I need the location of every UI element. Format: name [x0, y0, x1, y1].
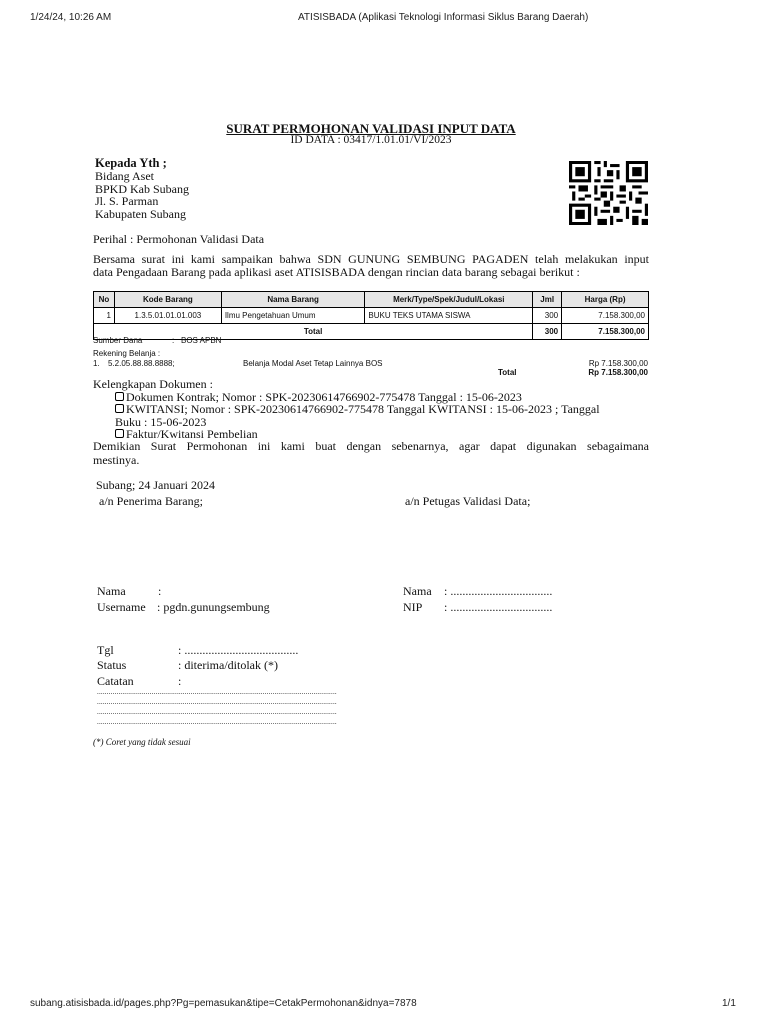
column-header: Merk/Type/Spek/Judul/Lokasi — [365, 292, 533, 308]
table-header-row — [94, 292, 649, 308]
rekening-total-amount: Rp 7.158.300,00 — [588, 368, 648, 377]
catatan-separator: : — [178, 674, 182, 688]
checkbox-icon — [115, 404, 124, 413]
footnote: (*) Coret yang tidak sesuai — [93, 737, 191, 747]
sumber-dana-value: BOS APBN — [181, 336, 222, 345]
note-line: ........................................................................................................................... — [97, 708, 337, 716]
validator-name-value: : .................................. — [444, 584, 553, 598]
total-harga: 7.158.300,00 — [562, 324, 649, 340]
checkbox-icon — [115, 429, 124, 438]
notes-area — [97, 687, 337, 727]
total-jml: 300 — [533, 324, 562, 340]
rekening-amount: Rp 7.158.300,00 — [588, 359, 648, 368]
note-line: ........................................................................................................................... — [97, 718, 337, 726]
note-line: ........................................................................................................................... — [97, 698, 337, 706]
document-item-continuation: Buku : 15-06-2023 — [115, 414, 207, 429]
kelengkapan-label: Kelengkapan Dokumen : — [93, 377, 213, 391]
cell-merk: BUKU TEKS UTAMA SISWA — [365, 308, 533, 324]
validator-nip-value: : .................................. — [444, 600, 553, 614]
intro-line-2: data Pengadaan Barang pada aplikasi aset ATISISBADA dengan rincian data barang sebagai berikut : — [93, 265, 580, 279]
document-item — [93, 403, 600, 416]
intro-line-1: Bersama surat ini kami sampaikan bahwa SDN GUNUNG SEMBUNG PAGADEN telah melakukan input — [93, 252, 649, 266]
total-label: Total — [94, 324, 533, 340]
cell-harga: 7.158.300,00 — [562, 308, 649, 324]
cell-kode: 1.3.5.01.01.01.003 — [114, 308, 221, 324]
recipient-heading: Kepada Yth ; — [95, 156, 167, 170]
print-url: subang.atisisbada.id/pages.php?Pg=pemasukan&tipe=CetakPermohonan&idnya=7878 — [30, 998, 417, 1009]
rekening-total-label: Total — [498, 368, 517, 377]
print-datetime: 1/24/24, 10:26 AM — [30, 12, 112, 23]
catatan-label: Catatan — [97, 674, 134, 688]
document-title: SURAT PERMOHONAN VALIDASI INPUT DATA — [226, 121, 516, 136]
rekening-number: 1. — [93, 359, 100, 368]
validator-nip-label: NIP — [403, 600, 423, 614]
rekening-name: Belanja Modal Aset Tetap Lainnya BOS — [243, 359, 383, 368]
recipient-line: Jl. S. Parman — [95, 194, 159, 208]
cell-jml: 300 — [533, 308, 562, 324]
qr-code-icon — [569, 161, 648, 225]
tgl-label: Tgl — [97, 643, 114, 657]
receiver-username-value: : pgdn.gunungsembung — [157, 600, 270, 614]
date-place: Subang; 24 Januari 2024 — [96, 478, 215, 492]
recipient-line: BPKD Kab Subang — [95, 181, 190, 196]
column-header: Kode Barang — [114, 292, 221, 308]
checkbox-icon — [115, 392, 124, 401]
sumber-dana-separator: : — [172, 336, 175, 345]
table-total-row — [94, 324, 649, 340]
document-item-text: Dokumen Kontrak; Nomor : SPK-20230614766902-775478 Tanggal : 15-06-2023 — [126, 389, 522, 404]
kelengkapan-block — [93, 378, 600, 441]
items-table — [93, 291, 649, 340]
validator-heading: a/n Petugas Validasi Data; — [405, 494, 531, 508]
closing-line-1: Demikian Surat Permohonan ini kami buat dengan sebenarnya, agar dapat digunakan sebagaimana — [93, 439, 649, 453]
document-item-text: Faktur/Kwitansi Pembelian — [126, 427, 258, 441]
column-header: Jml — [533, 292, 562, 308]
recipient-block — [95, 156, 189, 220]
print-page-title: ATISISBADA (Aplikasi Teknologi Informasi Siklus Barang Daerah) — [298, 12, 589, 23]
column-header: Nama Barang — [221, 292, 365, 308]
tgl-value: : ...................................... — [178, 643, 299, 657]
document-item-text: KWITANSI; Nomor : SPK-20230614766902-775478 Tanggal KWITANSI : 15-06-2023 ; Tanggal — [126, 402, 600, 416]
sumber-dana-label: Sumber Dana — [93, 336, 143, 345]
receiver-heading: a/n Penerima Barang; — [99, 494, 203, 508]
recipient-line: Bidang Aset — [95, 169, 154, 183]
column-header: No — [94, 292, 115, 308]
receiver-name-separator: : — [158, 584, 162, 598]
rekening-label: Rekening Belanja : — [93, 349, 161, 358]
column-header: Harga (Rp) — [562, 292, 649, 308]
recipient-line: Kabupaten Subang — [95, 206, 186, 221]
subject-line: Perihal : Permohonan Validasi Data — [93, 232, 265, 246]
closing-line-2: mestinya. — [93, 453, 140, 467]
validator-name-label: Nama — [403, 584, 432, 598]
status-label: Status — [97, 658, 127, 672]
receiver-name-label: Nama — [97, 584, 126, 598]
table-row — [94, 308, 649, 324]
document-id: ID DATA : 03417/1.01.01/VI/2023 — [290, 134, 452, 146]
receiver-username-label: Username — [97, 600, 146, 614]
cell-no: 1 — [94, 308, 115, 324]
cell-nama: Ilmu Pengetahuan Umum — [221, 308, 365, 324]
rekening-code: 5.2.05.88.88.8888; — [108, 359, 175, 368]
note-line: ........................................................................................................................... — [97, 688, 337, 696]
print-page-count: 1/1 — [722, 998, 736, 1009]
status-value: : diterima/ditolak (*) — [178, 658, 278, 672]
